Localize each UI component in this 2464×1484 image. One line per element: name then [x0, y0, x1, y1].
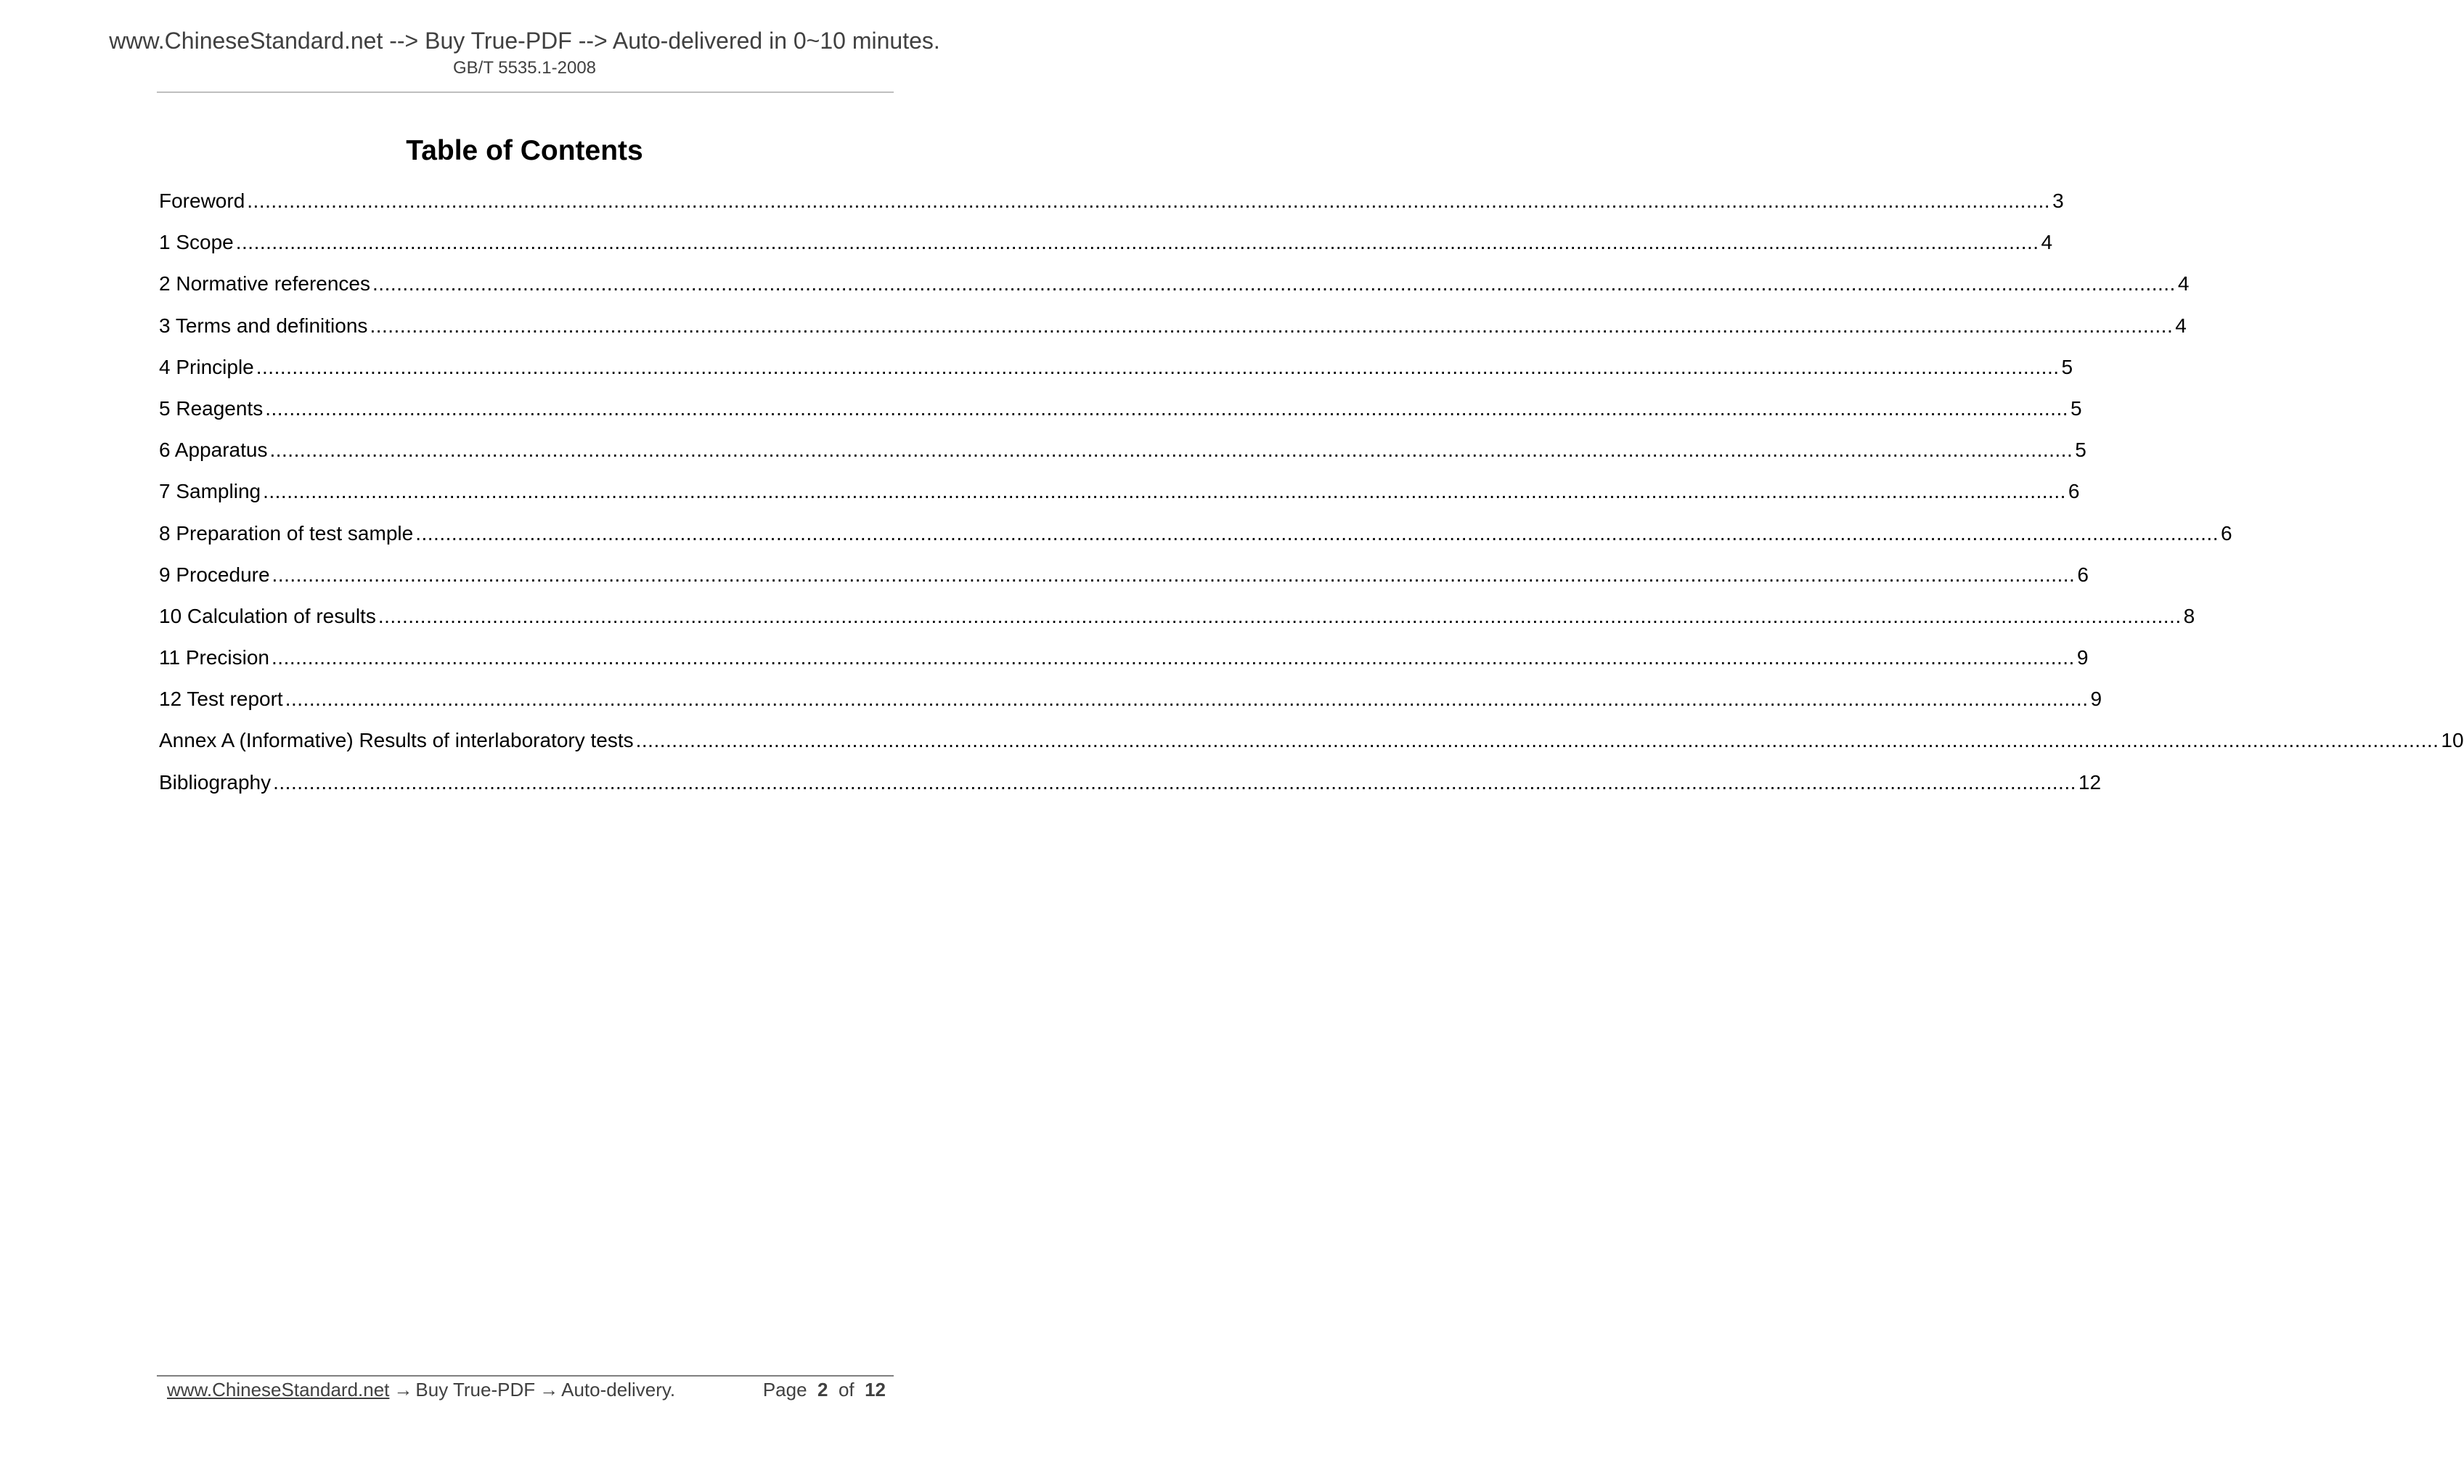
toc-entry-label: 2 Normative references: [159, 272, 371, 295]
toc-entry-page: 5: [2071, 396, 2082, 420]
toc-dot-leader: ............................................................................................................................................................................................................................................................................................................: [256, 355, 2060, 378]
toc-dot-leader: ............................................................................................................................................................................................................................................................................................................: [247, 189, 2051, 212]
toc-entry[interactable]: [159, 644, 2089, 685]
toc-entry[interactable]: [159, 229, 2053, 270]
toc-dot-leader: ............................................................................................................................................................................................................................................................................................................: [635, 729, 2439, 752]
toc-entry-page: 4: [2041, 231, 2053, 254]
toc-dot-leader: ............................................................................................................................................................................................................................................................................................................: [273, 770, 2076, 794]
toc-entry[interactable]: [159, 478, 2080, 519]
toc-dot-leader: ............................................................................................................................................................................................................................................................................................................: [272, 563, 2076, 586]
page-total: 12: [865, 1379, 886, 1401]
header-divider: [157, 91, 894, 93]
toc-entry-page: 4: [2175, 314, 2187, 337]
toc-entry[interactable]: [159, 685, 2102, 727]
toc-entry-page: 5: [2061, 355, 2073, 378]
page-number: [763, 1379, 886, 1401]
toc-entry-page: 8: [2183, 604, 2195, 627]
toc-entry[interactable]: [159, 603, 2195, 644]
toc-dot-leader: ............................................................................................................................................................................................................................................................................................................: [370, 314, 2174, 337]
footer-site-link[interactable]: www.ChineseStandard.net: [167, 1379, 390, 1401]
toc-entry-page: 6: [2221, 521, 2232, 545]
toc-dot-leader: ............................................................................................................................................................................................................................................................................................................: [272, 646, 2075, 669]
table-of-contents: [159, 187, 2464, 810]
toc-entry-label: 4 Principle: [159, 355, 254, 378]
page-current: 2: [817, 1379, 828, 1401]
toc-entry[interactable]: [159, 561, 2089, 603]
arrow-right-icon: →: [393, 1379, 413, 1401]
toc-dot-leader: ............................................................................................................................................................................................................................................................................................................: [269, 439, 2073, 462]
toc-dot-leader: ............................................................................................................................................................................................................................................................................................................: [378, 604, 2182, 627]
footer-divider: [157, 1375, 894, 1377]
toc-entry-label: 1 Scope: [159, 231, 234, 254]
toc-entry-page: 6: [2077, 563, 2089, 586]
toc-entry-label: 6 Apparatus: [159, 439, 268, 462]
toc-entry-label: 8 Preparation of test sample: [159, 521, 414, 545]
toc-entry-label: 7 Sampling: [159, 480, 261, 503]
toc-entry[interactable]: [159, 520, 2232, 561]
toc-entry-page: 10: [2441, 729, 2464, 752]
toc-entry[interactable]: [159, 727, 2464, 768]
toc-entry[interactable]: [159, 769, 2102, 810]
toc-entry[interactable]: [159, 270, 2190, 311]
page-title: Table of Contents: [406, 135, 643, 166]
toc-entry-label: 12 Test report: [159, 688, 283, 711]
toc-entry[interactable]: [159, 436, 2086, 478]
toc-entry-label: Bibliography: [159, 770, 272, 794]
toc-entry-page: 12: [2078, 770, 2102, 794]
toc-entry-page: 6: [2068, 480, 2080, 503]
toc-entry-label: 9 Procedure: [159, 563, 270, 586]
toc-dot-leader: ............................................................................................................................................................................................................................................................................................................: [235, 231, 2039, 254]
toc-entry-page: 9: [2090, 688, 2102, 711]
toc-dot-leader: ............................................................................................................................................................................................................................................................................................................: [285, 688, 2089, 711]
toc-dot-leader: ............................................................................................................................................................................................................................................................................................................: [415, 521, 2219, 545]
of-word: of: [838, 1379, 854, 1401]
toc-entry-page: 9: [2076, 646, 2089, 669]
toc-entry[interactable]: [159, 187, 2064, 229]
toc-entry-label: 5 Reagents: [159, 396, 264, 420]
toc-entry-page: 5: [2075, 439, 2086, 462]
toc-entry-label: Annex A (Informative) Results of interlaboratory tests: [159, 729, 634, 752]
toc-entry-label: 11 Precision: [159, 646, 270, 669]
toc-entry-page: 4: [2177, 272, 2190, 295]
toc-entry[interactable]: [159, 395, 2082, 436]
toc-entry[interactable]: [159, 354, 2073, 395]
toc-entry-label: 10 Calculation of results: [159, 604, 376, 627]
toc-entry-label: 3 Terms and definitions: [159, 314, 368, 337]
toc-dot-leader: ............................................................................................................................................................................................................................................................................................................: [263, 480, 2066, 503]
toc-dot-leader: ............................................................................................................................................................................................................................................................................................................: [372, 272, 2176, 295]
arrow-right-icon: →: [539, 1379, 559, 1401]
toc-entry-page: 3: [2052, 189, 2064, 212]
header-banner: www.ChineseStandard.net --> Buy True-PDF --> Auto-delivered in 0~10 minutes.: [109, 28, 940, 54]
toc-dot-leader: ............................................................................................................................................................................................................................................................................................................: [265, 396, 2069, 420]
toc-entry[interactable]: [159, 312, 2187, 354]
page-word: Page: [762, 1379, 807, 1401]
footer-links: [167, 1379, 675, 1401]
document-code: GB/T 5535.1-2008: [452, 58, 597, 78]
footer-delivery-text: Auto-delivery.: [561, 1379, 676, 1401]
footer-buy-text: Buy True-PDF: [415, 1379, 536, 1401]
toc-entry-label: Foreword: [159, 189, 245, 212]
